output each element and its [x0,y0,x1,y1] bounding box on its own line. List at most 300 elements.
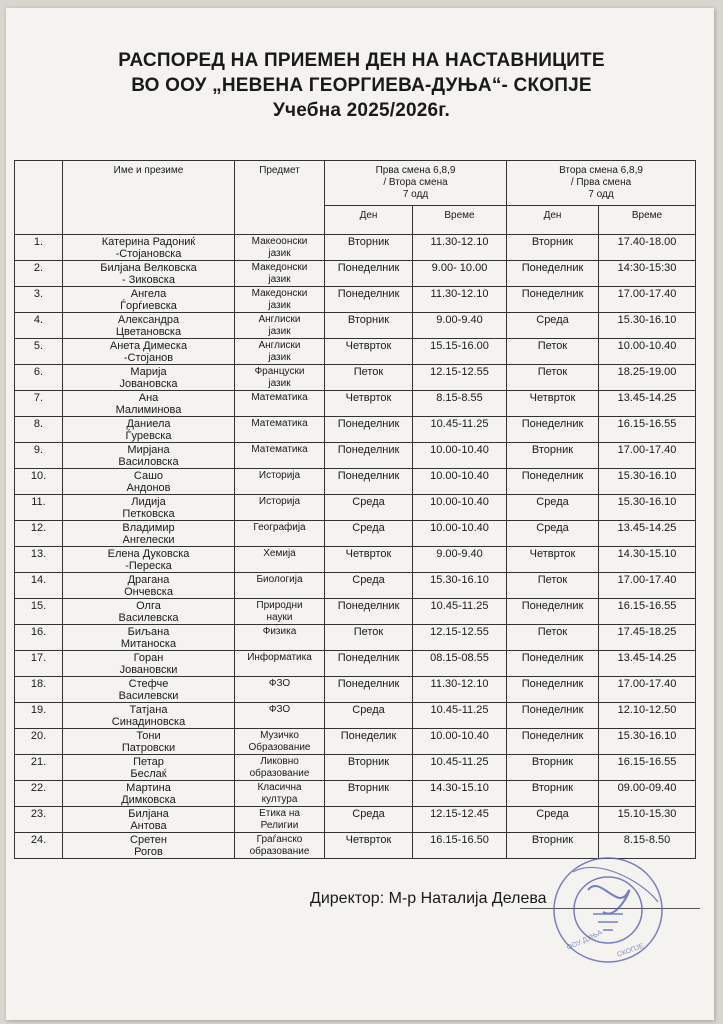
day-shift-2-cell [507,651,599,677]
day-shift-2: Четврток [529,392,576,404]
row-number: 18. [30,678,47,690]
row-number: 3. [33,288,44,300]
table-row [15,287,696,313]
teacher-name: Горан [133,652,164,664]
day-shift-2: Вторник [531,756,574,768]
teacher-name: Беслаќ [130,768,167,780]
school-stamp-seal [548,852,668,968]
subject: Физика [262,626,297,637]
table-row [15,781,696,807]
teacher-name: Цветановска [115,326,182,338]
subject: Математика [251,418,308,429]
title-line-1: РАСПОРЕД НА ПРИЕМЕН ДЕН НА НАСТАВНИЦИТЕ [118,50,605,71]
time-shift-2: 17.00-17.40 [617,678,677,690]
table-row [15,755,696,781]
teacher-name: Мирјана [127,444,170,456]
teacher-name-cell [63,573,235,599]
teacher-name: Петковска [122,508,175,520]
time-shift-1-cell [413,521,507,547]
table-row [15,651,696,677]
teacher-name: Татјана [129,704,168,716]
subject: Граѓанско [256,834,303,845]
teacher-name: -Стојанов [123,352,174,364]
table-row [15,235,696,261]
row-number-cell [15,833,63,859]
teacher-name: Ана [138,392,159,404]
day-shift-2: Понеделник [521,678,584,690]
day-shift-1: Среда [352,574,385,586]
day-shift-1: Четврток [345,392,392,404]
time-shift-2-cell [599,573,696,599]
shift-1-line-3: 7 одд [402,189,429,200]
table-row [15,339,696,365]
day-shift-2: Понеделник [521,600,584,612]
row-number: 23. [30,808,47,820]
header-time-2: Време [599,206,696,235]
subject: ФЗО [268,678,291,689]
teacher-name: Ѓуревска [125,430,172,442]
time-shift-2-cell [599,261,696,287]
time-shift-1: 10.00-10.40 [430,522,489,534]
row-number-cell [15,547,63,573]
teacher-name: Катерина Радониќ [101,236,196,248]
table-row [15,547,696,573]
teacher-name-cell [63,729,235,755]
row-number-cell [15,443,63,469]
header-subject: Предмет [235,161,325,235]
row-number: 7. [33,392,44,404]
row-number: 16. [30,626,47,638]
time-shift-1: 15.30-16.10 [430,574,489,586]
day-shift-1: Понеделник [337,678,400,690]
day-shift-2: Понеделник [521,418,584,430]
day-shift-2: Понеделник [521,704,584,716]
day-shift-2: Четврток [529,548,576,560]
day-shift-2-cell [507,339,599,365]
day-shift-2: Понеделник [521,730,584,742]
day-shift-2-cell [507,625,599,651]
table-row [15,391,696,417]
time-shift-2: 17.40-18.00 [617,236,677,248]
shift-1-line-2: / Втора смена [383,177,448,188]
svg-text:ООУ ДУЊА: ООУ ДУЊА [565,929,604,952]
teacher-name: Малиминова [115,404,182,416]
teacher-name-cell [63,391,235,417]
day-shift-1: Понеделик [340,730,397,742]
day-shift-1: Понеделник [337,262,400,274]
subject: Македонски [251,288,308,299]
subject-cell [235,547,325,573]
time-shift-1: 10.00-10.40 [430,444,489,456]
time-shift-2: 16.15-16.55 [617,418,677,430]
time-shift-2: 10.00-10.40 [617,340,677,352]
day-shift-1-cell [325,495,413,521]
day-shift-1-cell [325,651,413,677]
time-shift-2-cell [599,521,696,547]
teacher-name: - Зиковска [122,274,175,286]
time-shift-1-cell [413,651,507,677]
day-shift-2: Понеделник [521,262,584,274]
day-shift-1: Среда [352,522,385,534]
teacher-name-cell [63,469,235,495]
time-shift-1-cell [413,807,507,833]
row-number-cell [15,573,63,599]
subject-cell [235,261,325,287]
subject: Француски [254,366,305,377]
row-number: 2. [33,262,44,274]
day-shift-2: Петок [537,366,568,378]
time-shift-2-cell [599,781,696,807]
day-shift-2-cell [507,781,599,807]
time-shift-1: 11.30-12.10 [430,288,489,300]
day-shift-1: Четврток [345,548,392,560]
row-number-cell [15,469,63,495]
day-shift-2-cell [507,495,599,521]
teacher-name: Билјана Велковска [100,262,197,274]
row-number-cell [15,599,63,625]
row-number-cell [15,729,63,755]
row-number: 20. [30,730,47,742]
day-shift-2-cell [507,313,599,339]
time-shift-1-cell [413,339,507,365]
day-shift-2-cell [507,573,599,599]
row-number-cell [15,703,63,729]
teacher-name: Митаноска [120,638,177,650]
row-number-cell [15,495,63,521]
subject-cell [235,599,325,625]
time-shift-2: 15.30-16.10 [617,470,677,482]
time-shift-1-cell [413,443,507,469]
teacher-name: Синадиновска [111,716,186,728]
time-shift-2-cell [599,287,696,313]
teacher-name: Лидија [131,496,166,508]
teacher-name: Андонов [126,482,171,494]
time-shift-1-cell [413,313,507,339]
subject-cell [235,703,325,729]
teacher-name: Стефче [128,678,169,690]
row-number: 10. [30,470,47,482]
teacher-name: Марија [130,366,167,378]
row-number: 5. [33,340,44,352]
subject: јазик [268,248,291,259]
teacher-name: Анета Димеска [109,340,188,352]
teacher-name-cell [63,235,235,261]
time-shift-1-cell [413,573,507,599]
teacher-name: Драгана [127,574,170,586]
time-shift-2: 16.15-16.55 [617,600,677,612]
day-shift-2: Понеделник [521,652,584,664]
row-number: 21. [30,756,47,768]
subject-cell [235,287,325,313]
day-shift-1-cell [325,313,413,339]
teacher-name: Ончевска [124,586,173,598]
teacher-name-cell [63,547,235,573]
day-shift-2-cell [507,261,599,287]
day-shift-2-cell [507,365,599,391]
subject-cell [235,573,325,599]
teacher-name-cell [63,443,235,469]
day-shift-2-cell [507,703,599,729]
teacher-name: Василевски [118,690,179,702]
time-shift-2-cell [599,365,696,391]
time-shift-2: 14.30-15.10 [617,548,677,560]
subject: Информатика [247,652,312,663]
day-shift-1: Понеделник [337,600,400,612]
time-shift-2-cell [599,703,696,729]
row-number-cell [15,677,63,703]
shift-1-line-1: Прва смена 6,8,9 [375,165,456,176]
time-shift-2-cell [599,677,696,703]
teacher-name-cell [63,365,235,391]
teacher-name-cell [63,755,235,781]
day-shift-1-cell [325,833,413,859]
time-shift-1-cell [413,833,507,859]
svg-text:СКОПЈЕ: СКОПЈЕ [616,942,645,959]
subject-cell [235,469,325,495]
teacher-name-cell [63,807,235,833]
subject: Математика [251,444,308,455]
teacher-name: Елена Дуковска [107,548,190,560]
subject: јазик [268,352,291,363]
time-shift-1-cell [413,547,507,573]
row-number-cell [15,625,63,651]
table-row [15,469,696,495]
time-shift-1: 9.00-9.40 [436,314,483,326]
row-number-cell [15,339,63,365]
subject: Географија [253,522,306,533]
subject: култура [261,794,298,805]
title-line-2: ВО ООУ „НЕВЕНА ГЕОРГИЕВА-ДУЊА“- СКОПЈЕ [131,75,592,96]
row-number-cell [15,781,63,807]
row-number-cell [15,365,63,391]
day-shift-1-cell [325,599,413,625]
teacher-name-cell [63,833,235,859]
day-shift-1-cell [325,261,413,287]
time-shift-2: 12.10-12.50 [617,704,677,716]
subject: Природни [256,600,303,611]
teacher-name-cell [63,261,235,287]
day-shift-1-cell [325,573,413,599]
teacher-name: Сашо [133,470,164,482]
row-number-cell [15,651,63,677]
table-row [15,599,696,625]
teacher-name: Мартина [126,782,171,794]
shift-2-line-2: / Прва смена [570,177,632,188]
day-shift-1: Вторник [347,756,390,768]
subject: Македонски [251,262,308,273]
time-shift-1: 10.00-10.40 [430,496,489,508]
day-shift-2: Понеделник [521,288,584,300]
teacher-name-cell [63,651,235,677]
teacher-name: Тони [136,730,161,742]
time-shift-1: 10.45-11.25 [430,418,489,430]
time-shift-2: 13.45-14.25 [617,522,677,534]
time-shift-2: 15.30-16.10 [617,496,677,508]
teacher-name: Василевска [118,612,179,624]
day-shift-2: Среда [536,808,569,820]
row-number: 19. [30,704,47,716]
teacher-name: Владимир [122,522,175,534]
day-shift-1: Вторник [347,314,390,326]
row-number: 22. [30,782,47,794]
day-shift-2: Среда [536,496,569,508]
teacher-name: Даниела [126,418,171,430]
day-shift-1: Понеделник [337,652,400,664]
teacher-name: Патровски [121,742,176,754]
header-name: Име и презиме [63,161,235,235]
day-shift-2: Среда [536,314,569,326]
time-shift-1: 14.30-15.10 [430,782,489,794]
teacher-name-cell [63,495,235,521]
day-shift-1-cell [325,807,413,833]
time-shift-2-cell [599,729,696,755]
time-shift-1: 9.00- 10.00 [431,262,488,274]
teacher-name: Василовска [118,456,179,468]
day-shift-2: Вторник [531,782,574,794]
subject: Етика на [259,808,300,819]
row-number-cell [15,755,63,781]
table-row [15,521,696,547]
subject-cell [235,521,325,547]
teacher-name: Биљана [127,626,170,638]
time-shift-1: 10.45-11.25 [430,600,489,612]
table-row [15,261,696,287]
subject: јазик [268,378,291,389]
day-shift-2: Вторник [531,444,574,456]
row-number-cell [15,313,63,339]
time-shift-1: 10.45-11.25 [430,756,489,768]
teacher-name: Јовановски [119,664,178,676]
table-row [15,495,696,521]
day-shift-2: Среда [536,522,569,534]
table-row [15,417,696,443]
teacher-name: Ангела [130,288,167,300]
teacher-name: Александра [117,314,180,326]
subject-cell [235,677,325,703]
day-shift-2-cell [507,807,599,833]
subject-cell [235,235,325,261]
day-shift-2: Вторник [531,834,574,846]
row-number: 24. [30,834,47,846]
row-number: 12. [30,522,47,534]
teacher-name: Билјана [128,808,169,820]
time-shift-2: 17.45-18.25 [617,626,677,638]
time-shift-2-cell [599,417,696,443]
day-shift-1-cell [325,521,413,547]
day-shift-2: Понеделник [521,470,584,482]
director-signature-text: Директор: М-р Наталија Делева [310,890,547,907]
subject-cell [235,651,325,677]
time-shift-1: 08.15-08.55 [430,652,489,664]
subject-cell [235,391,325,417]
day-shift-1: Среда [352,808,385,820]
header-shift-1 [325,161,507,206]
row-number: 1. [33,236,44,248]
time-shift-1-cell [413,391,507,417]
header-number-cell [15,161,63,235]
time-shift-1-cell [413,599,507,625]
subject: Музичко [260,730,299,741]
teacher-name: -Стојановска [115,248,182,260]
row-number-cell [15,521,63,547]
time-shift-1-cell [413,365,507,391]
row-number-cell [15,287,63,313]
time-shift-2-cell [599,443,696,469]
time-shift-2-cell [599,625,696,651]
header-shift-2 [507,161,696,206]
subject: Ликовно [260,756,299,767]
subject: јазик [268,300,291,311]
teacher-name-cell [63,703,235,729]
teacher-name: Сретен [130,834,167,846]
day-shift-1-cell [325,339,413,365]
day-shift-1-cell [325,391,413,417]
subject: Хемија [263,548,296,559]
time-shift-1-cell [413,677,507,703]
table-row [15,443,696,469]
day-shift-2-cell [507,391,599,417]
subject: јазик [268,274,291,285]
subject: Биологија [256,574,303,585]
time-shift-1-cell [413,703,507,729]
subject-cell [235,729,325,755]
day-shift-1: Вторник [347,236,390,248]
time-shift-2: 17.00-17.40 [617,288,677,300]
time-shift-1-cell [413,469,507,495]
day-shift-2-cell [507,443,599,469]
teacher-name-cell [63,677,235,703]
subject: Религии [260,820,299,831]
subject-cell [235,443,325,469]
table-row [15,365,696,391]
teacher-name: Димковска [121,794,176,806]
time-shift-2: 16.15-16.55 [617,756,677,768]
day-shift-1-cell [325,703,413,729]
teacher-name-cell [63,417,235,443]
table-row [15,573,696,599]
time-shift-1-cell [413,235,507,261]
day-shift-2-cell [507,599,599,625]
time-shift-2-cell [599,469,696,495]
subject: образование [249,768,310,779]
schedule-table [14,160,696,859]
day-shift-1-cell [325,443,413,469]
teacher-name: Петар [133,756,164,768]
day-shift-1: Четврток [345,834,392,846]
teacher-name-cell [63,313,235,339]
time-shift-1: 16.15-16.50 [430,834,489,846]
day-shift-1-cell [325,547,413,573]
time-shift-1-cell [413,729,507,755]
row-number-cell [15,417,63,443]
day-shift-1-cell [325,287,413,313]
day-shift-1: Среда [352,496,385,508]
row-number: 17. [30,652,47,664]
row-number-cell [15,807,63,833]
table-row [15,807,696,833]
subject: Образование [248,742,311,753]
row-number: 9. [33,444,44,456]
subject: јазик [268,326,291,337]
subject: Макеоонски [251,236,308,247]
time-shift-1: 10.00-10.40 [430,730,489,742]
row-number: 13. [30,548,47,560]
subject-cell [235,807,325,833]
day-shift-1: Вторник [347,782,390,794]
day-shift-1-cell [325,729,413,755]
time-shift-1-cell [413,495,507,521]
table-row [15,677,696,703]
